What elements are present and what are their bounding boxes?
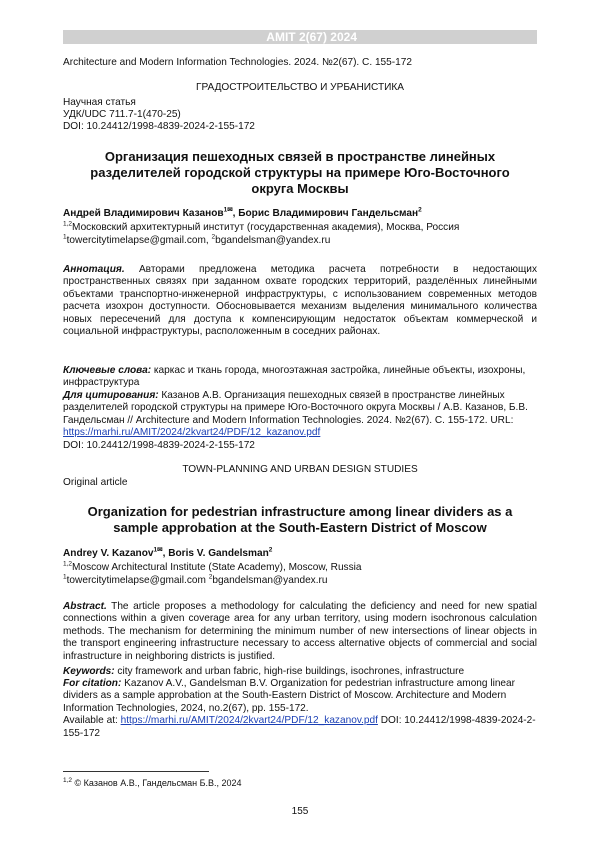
en-email-2: bgandelsman@yandex.ru — [212, 575, 328, 586]
ru-affiliation — [63, 222, 537, 234]
en-available-link[interactable]: https://marhi.ru/AMIT/2024/2kvart24/PDF/12_kazanov.pdf — [120, 715, 378, 727]
en-available-label: Available at: — [63, 715, 121, 727]
ru-author-1-sup: 1✉ — [223, 206, 233, 214]
ru-citation-doi: DOI: 10.24412/1998-4839-2024-2-155-172 — [63, 439, 255, 451]
en-title — [63, 504, 537, 536]
ru-title-line: Организация пешеходных связей в пространстве линейных — [104, 149, 496, 164]
ru-keywords-text: каркас и ткань города, многоэтажная застройка, линейные объекты, изохроны, инфраструктура — [63, 365, 526, 389]
ru-title-line: округа Москвы — [251, 181, 349, 196]
en-authors — [63, 548, 537, 560]
en-affil-text: Moscow Architectural Institute (State Academy), Moscow, Russia — [72, 562, 362, 573]
en-author-sep: , — [162, 548, 169, 559]
en-article-type: Original article — [63, 477, 128, 488]
footnote-divider — [63, 771, 209, 772]
en-keywords-text: city framework and urban fabric, high-rise buildings, isochrones, infrastructure — [114, 666, 465, 677]
ru-email1-sup: 1 — [63, 233, 67, 241]
en-email-1: towercitytimelapse@gmail.com — [66, 575, 209, 586]
ru-author-2: Борис Владимирович Гандельсман — [238, 208, 419, 219]
ru-affil-text: Московский архитектурный институт (государственная академия), Москва, Россия — [72, 222, 460, 233]
en-keywords — [63, 666, 537, 678]
ru-email-2: bgandelsman@yandex.ru — [215, 235, 331, 246]
ru-section-heading: ГРАДОСТРОИТЕЛЬСТВО И УРБАНИСТИКА — [196, 82, 404, 93]
ru-keywords — [63, 365, 537, 390]
en-available-doi: DOI: 10.24412/1998-4839-2024-2-155-172 — [63, 715, 536, 739]
en-abstract-text: The article proposes a methodology for calculating the deficiency and need for new spatial connections within a given coverage area for any urban territory, using modern isochronous calculation methods. The mechanism for determining the minimum number of new intersections of linear objects in the transport engineering infrastructure necessary to access alternative objects of commercial and social infrastructure in neighboring districts is justified. — [63, 601, 537, 662]
ru-emails — [63, 235, 537, 247]
journal-line: Architecture and Modern Information Technologies. 2024. №2(67). С. 155-172 — [63, 57, 412, 68]
ru-doi: DOI: 10.24412/1998-4839-2024-2-155-172 — [63, 121, 255, 132]
ru-email-1: towercitytimelapse@gmail.com, — [66, 235, 212, 246]
ru-article-type: Научная статья — [63, 97, 136, 108]
en-section-heading: TOWN-PLANNING AND URBAN DESIGN STUDIES — [182, 464, 418, 475]
en-author-2: Boris V. Gandelsman — [168, 548, 269, 559]
ru-citation-link[interactable]: https://marhi.ru/AMIT/2024/2kvart24/PDF/12_kazanov.pdf — [63, 427, 321, 439]
en-email2-sup: 2 — [208, 573, 213, 581]
footnote-text: © Казанов А.В., Гандельсман Б.В., 2024 — [72, 778, 242, 788]
en-email1-sup: 1 — [63, 573, 67, 581]
en-keywords-label: Keywords: — [63, 666, 115, 677]
page-number: 155 — [291, 806, 309, 817]
en-title-line: sample approbation at the South-Eastern District of Moscow — [113, 520, 487, 535]
ru-abstract-text: Авторами предложена методика расчета потребности в недостающих пространственных связях при заданном охвате городских территорий, разделённых линейными объектами транспортно-инженерной инфраструктуры, с использованием современных методов расчета изохрон доступности. Обосновывается механизм выделения минимального количества новых пересечений для доступа к компенсирующим недостаток объектам коммерческой и социальной инфраструктуры, расположенным в соседних районах. — [63, 264, 537, 338]
en-title-line: Organization for pedestrian infrastructure among linear dividers as a — [87, 504, 513, 519]
ru-author-1: Андрей Владимирович Казанов — [63, 208, 224, 219]
ru-title-line: разделителей городской структуры на примере Юго-Восточного — [90, 165, 510, 180]
ru-abstract — [63, 264, 537, 338]
en-affil-sup: 1,2 — [63, 560, 73, 568]
en-emails — [63, 575, 537, 587]
ru-udc: УДК/UDC 711.7-1(470-25) — [63, 109, 181, 120]
en-affiliation — [63, 562, 537, 574]
journal-banner — [63, 30, 537, 44]
en-abstract-label: Abstract. — [63, 601, 107, 612]
ru-abstract-label: Аннотация. — [63, 264, 125, 275]
ru-citation — [63, 390, 537, 452]
en-author-2-sup: 2 — [268, 546, 273, 554]
ru-citation-text: Казанов А.В. Организация пешеходных связей в пространстве линейных разделителей городской структуры на примере Юго-Восточного округа Москвы / А.В. Казанов, Б.В. Гандельсман // Architecture and Modern Information Technologies. 2024. №2(67). С. 155-172. URL: — [63, 390, 528, 426]
ru-author-2-sup: 2 — [418, 206, 422, 214]
ru-authors — [63, 208, 537, 220]
ru-title — [63, 149, 537, 197]
banner-text: AMIT 2(67) 2024 — [266, 30, 357, 44]
ru-author-sep: , — [232, 208, 239, 219]
footnote — [63, 778, 537, 788]
en-citation-text: Kazanov A.V., Gandelsman B.V. Organization for pedestrian infrastructure among linear dividers as a sample approbation at the South-Eastern District of Moscow. Architecture and Modern Information Technologies, 2024, no.2(67), pp. 155-172. — [63, 678, 516, 714]
ru-email2-sup: 2 — [211, 233, 216, 241]
en-abstract — [63, 601, 537, 663]
ru-keywords-label: Ключевые слова: — [63, 365, 152, 376]
ru-citation-label: Для цитирования: — [63, 390, 159, 401]
en-citation — [63, 678, 537, 740]
en-citation-label: For citation: — [63, 678, 122, 689]
en-author-1: Andrey V. Kazanov — [63, 548, 154, 559]
ru-affil-sup: 1,2 — [63, 220, 73, 228]
footnote-sup: 1,2 — [63, 777, 73, 784]
en-author-1-sup: 1✉ — [153, 546, 163, 554]
